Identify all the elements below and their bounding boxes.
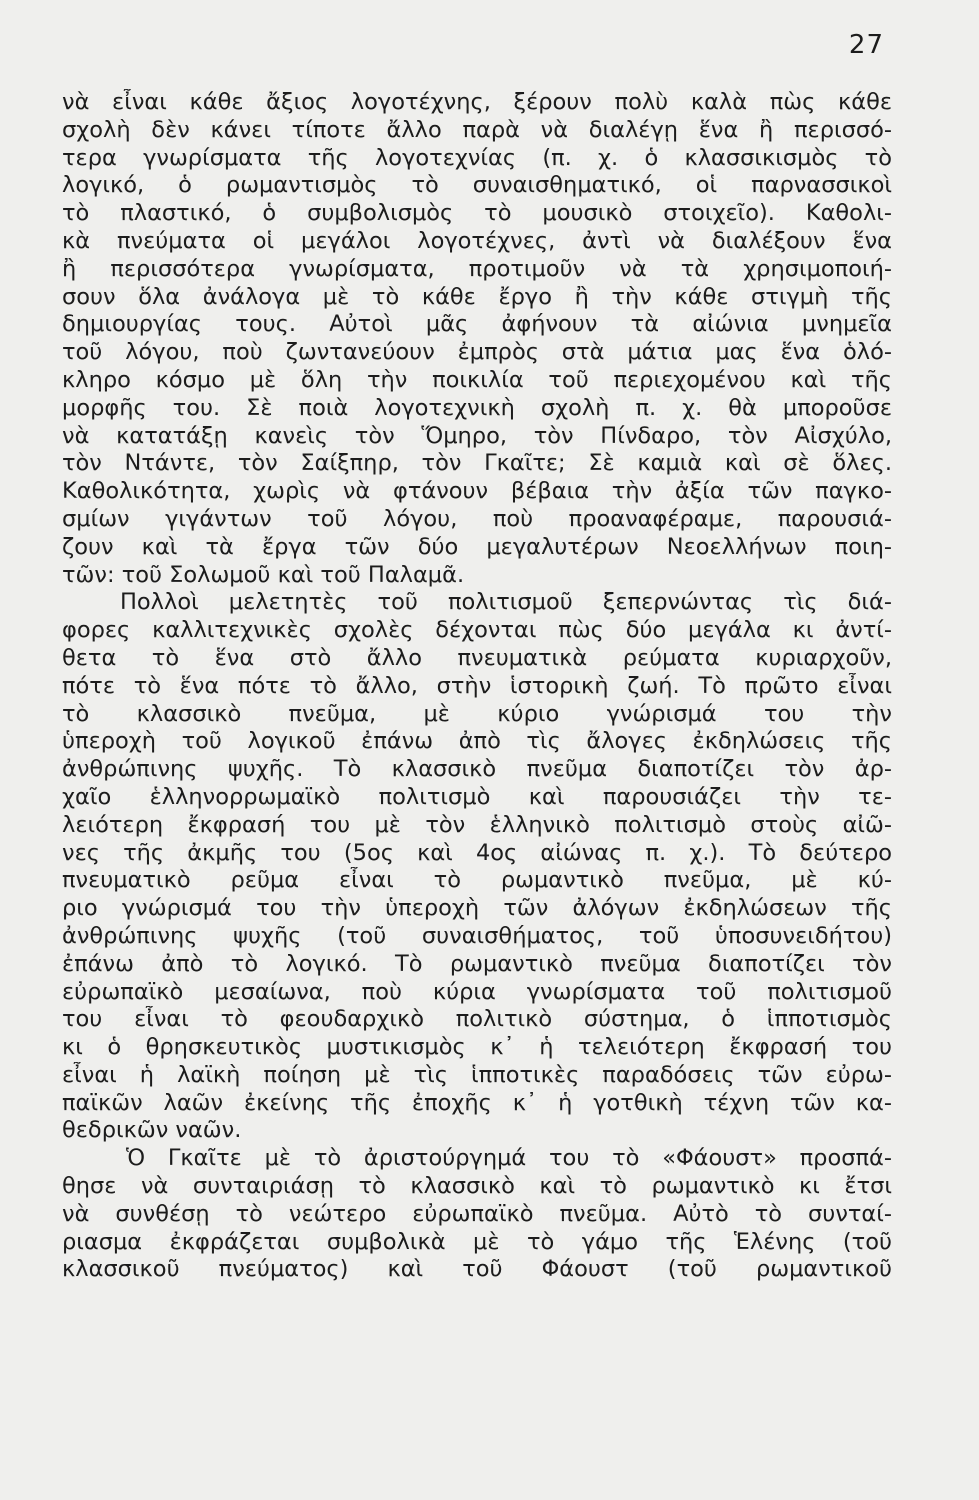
body-text [62,89,892,1284]
text-line: ὑπεροχὴ τοῦ λογικοῦ ἐπάνω ἀπὸ τὶς ἄλογες ἐκδηλώσεις τῆς [62,728,892,755]
text-line: τὸ κλασσικὸ πνεῦμα, μὲ κύριο γνώρισμά του τὴν [62,700,892,727]
text-line: θεδρικῶν ναῶν. [62,1117,242,1144]
text-line: χαῖο ἑλληνορρωμαϊκὸ πολιτισμὸ καὶ παρουσιάζει τὴν τε- [62,783,892,810]
text-line: κὰ πνεύματα οἱ μεγάλοι λογοτέχνες, ἀντὶ νὰ διαλέξουν ἕνα [62,227,892,254]
text-line: θετα τὸ ἕνα στὸ ἄλλο πνευματικὰ ρεύματα κυριαρχοῦν, [62,644,892,671]
text-line: τερα γνωρίσματα τῆς λογοτεχνίας (π. χ. ὁ κλασσικισμὸς τὸ [62,144,892,171]
text-line: τῶν: τοῦ Σολωμοῦ καὶ τοῦ Παλαμᾶ. [62,561,465,588]
text-line: νὰ συνθέσῃ τὸ νεώτερο εὐρωπαϊκὸ πνεῦμα. Αὐτὸ τὸ συνταί- [62,1200,892,1227]
text-line: μορφῆς του. Σὲ ποιὰ λογοτεχνικὴ σχολὴ π. χ. θὰ μποροῦσε [62,394,892,421]
text-line: λειότερη ἔκφρασή του μὲ τὸν ἑλληνικὸ πολιτισμὸ στοὺς αἰῶ- [62,811,892,838]
text-line: ἀνθρώπινης ψυχῆς. Τὸ κλασσικὸ πνεῦμα διαποτίζει τὸν ἀρ- [62,756,892,783]
text-line: Καθολικότητα, χωρὶς νὰ φτάνουν βέβαια τὴν ἀξία τῶν παγκο- [62,478,892,505]
text-line: σχολὴ δὲν κάνει τίποτε ἄλλο παρὰ νὰ διαλέγῃ ἕνα ἢ περισσό- [62,116,892,143]
text-line: παϊκῶν λαῶν ἐκείνης τῆς ἐποχῆς κ᾿ ἡ γοτθικὴ τέχνη τῶν κα- [62,1089,892,1116]
text-line: ἐπάνω ἀπὸ τὸ λογικό. Τὸ ρωμαντικὸ πνεῦμα διαποτίζει τὸν [62,950,892,977]
text-line: σουν ὅλα ἀνάλογα μὲ τὸ κάθε ἔργο ἢ τὴν κάθε στιγμὴ τῆς [62,283,892,310]
text-line: πότε τὸ ἕνα πότε τὸ ἄλλο, στὴν ἱστορικὴ ζωή. Τὸ πρῶτο εἶναι [62,672,892,699]
text-line: εὐρωπαϊκὸ μεσαίωνα, ποὺ κύρια γνωρίσματα τοῦ πολιτισμοῦ [62,978,892,1005]
text-line: κλασσικοῦ πνεύματος) καὶ τοῦ Φάουστ (τοῦ ρωμαντικοῦ [62,1256,892,1283]
text-line: σμίων γιγάντων τοῦ λόγου, ποὺ προαναφέραμε, παρουσιά- [62,505,892,532]
page-number: 27 [848,30,884,60]
text-line: φορες καλλιτεχνικὲς σχολὲς δέχονται πὼς δύο μεγάλα κι ἀντί- [62,617,892,644]
text-line: κληρο κόσμο μὲ ὅλη τὴν ποικιλία τοῦ περιεχομένου καὶ τῆς [62,366,892,393]
text-line: τὸν Ντάντε, τὸν Σαίξπηρ, τὸν Γκαῖτε; Σὲ καμιὰ καὶ σὲ ὅλες. [62,450,892,477]
text-line: νὰ κατατάξῃ κανεὶς τὸν Ὅμηρο, τὸν Πίνδαρο, τὸν Αἰσχύλο, [62,422,892,449]
text-line: εἶναι ἡ λαϊκὴ ποίηση μὲ τὶς ἱπποτικὲς παραδόσεις τῶν εὐρω- [62,1061,892,1088]
text-line: λογικό, ὁ ρωμαντισμὸς τὸ συναισθηματικό, οἱ παρνασσικοὶ [62,172,892,199]
text-line: πνευματικὸ ρεῦμα εἶναι τὸ ρωμαντικὸ πνεῦμα, μὲ κύ- [62,867,892,894]
text-line: θησε νὰ συνταιριάσῃ τὸ κλασσικὸ καὶ τὸ ρωμαντικὸ κι ἔτσι [62,1173,892,1200]
text-line: Πολλοὶ μελετητὲς τοῦ πολιτισμοῦ ξεπερνώντας τὶς διά- [120,589,892,616]
text-line: νες τῆς ἀκμῆς του (5ος καὶ 4ος αἰώνας π. χ.). Τὸ δεύτερο [62,839,892,866]
text-line: ἀνθρώπινης ψυχῆς (τοῦ συναισθήματος, τοῦ ὑποσυνειδήτου) [62,922,892,949]
text-line: του εἶναι τὸ φεουδαρχικὸ πολιτικὸ σύστημα, ὁ ἱπποτισμὸς [62,1006,892,1033]
text-line: ἢ περισσότερα γνωρίσματα, προτιμοῦν νὰ τὰ χρησιμοποιή- [62,255,892,282]
text-line: τοῦ λόγου, ποὺ ζωντανεύουν ἐμπρὸς στὰ μάτια μας ἕνα ὁλό- [62,339,892,366]
text-line: τὸ πλαστικό, ὁ συμβολισμὸς τὸ μουσικὸ στοιχεῖο). Καθολι- [62,200,892,227]
text-line: ριασμα ἐκφράζεται συμβολικὰ μὲ τὸ γάμο τῆς Ἑλένης (τοῦ [62,1228,892,1255]
text-line: Ὁ Γκαῖτε μὲ τὸ ἀριστούργημά του τὸ «Φάουστ» προσπά- [126,1145,892,1172]
text-line: νὰ εἶναι κάθε ἄξιος λογοτέχνης, ξέρουν πολὺ καλὰ πὼς κάθε [62,89,892,115]
text-line: ζουν καὶ τὰ ἔργα τῶν δύο μεγαλυτέρων Νεοελλήνων ποιη- [62,533,892,560]
text-line: ριο γνώρισμά του τὴν ὑπεροχὴ τῶν ἀλόγων ἐκδηλώσεων τῆς [62,895,892,922]
text-line: δημιουργίας τους. Αὐτοὶ μᾶς ἀφήνουν τὰ αἰώνια μνημεῖα [62,311,892,338]
text-line: κι ὁ θρησκευτικὸς μυστικισμὸς κ᾿ ἡ τελειότερη ἔκφρασή του [62,1034,892,1061]
